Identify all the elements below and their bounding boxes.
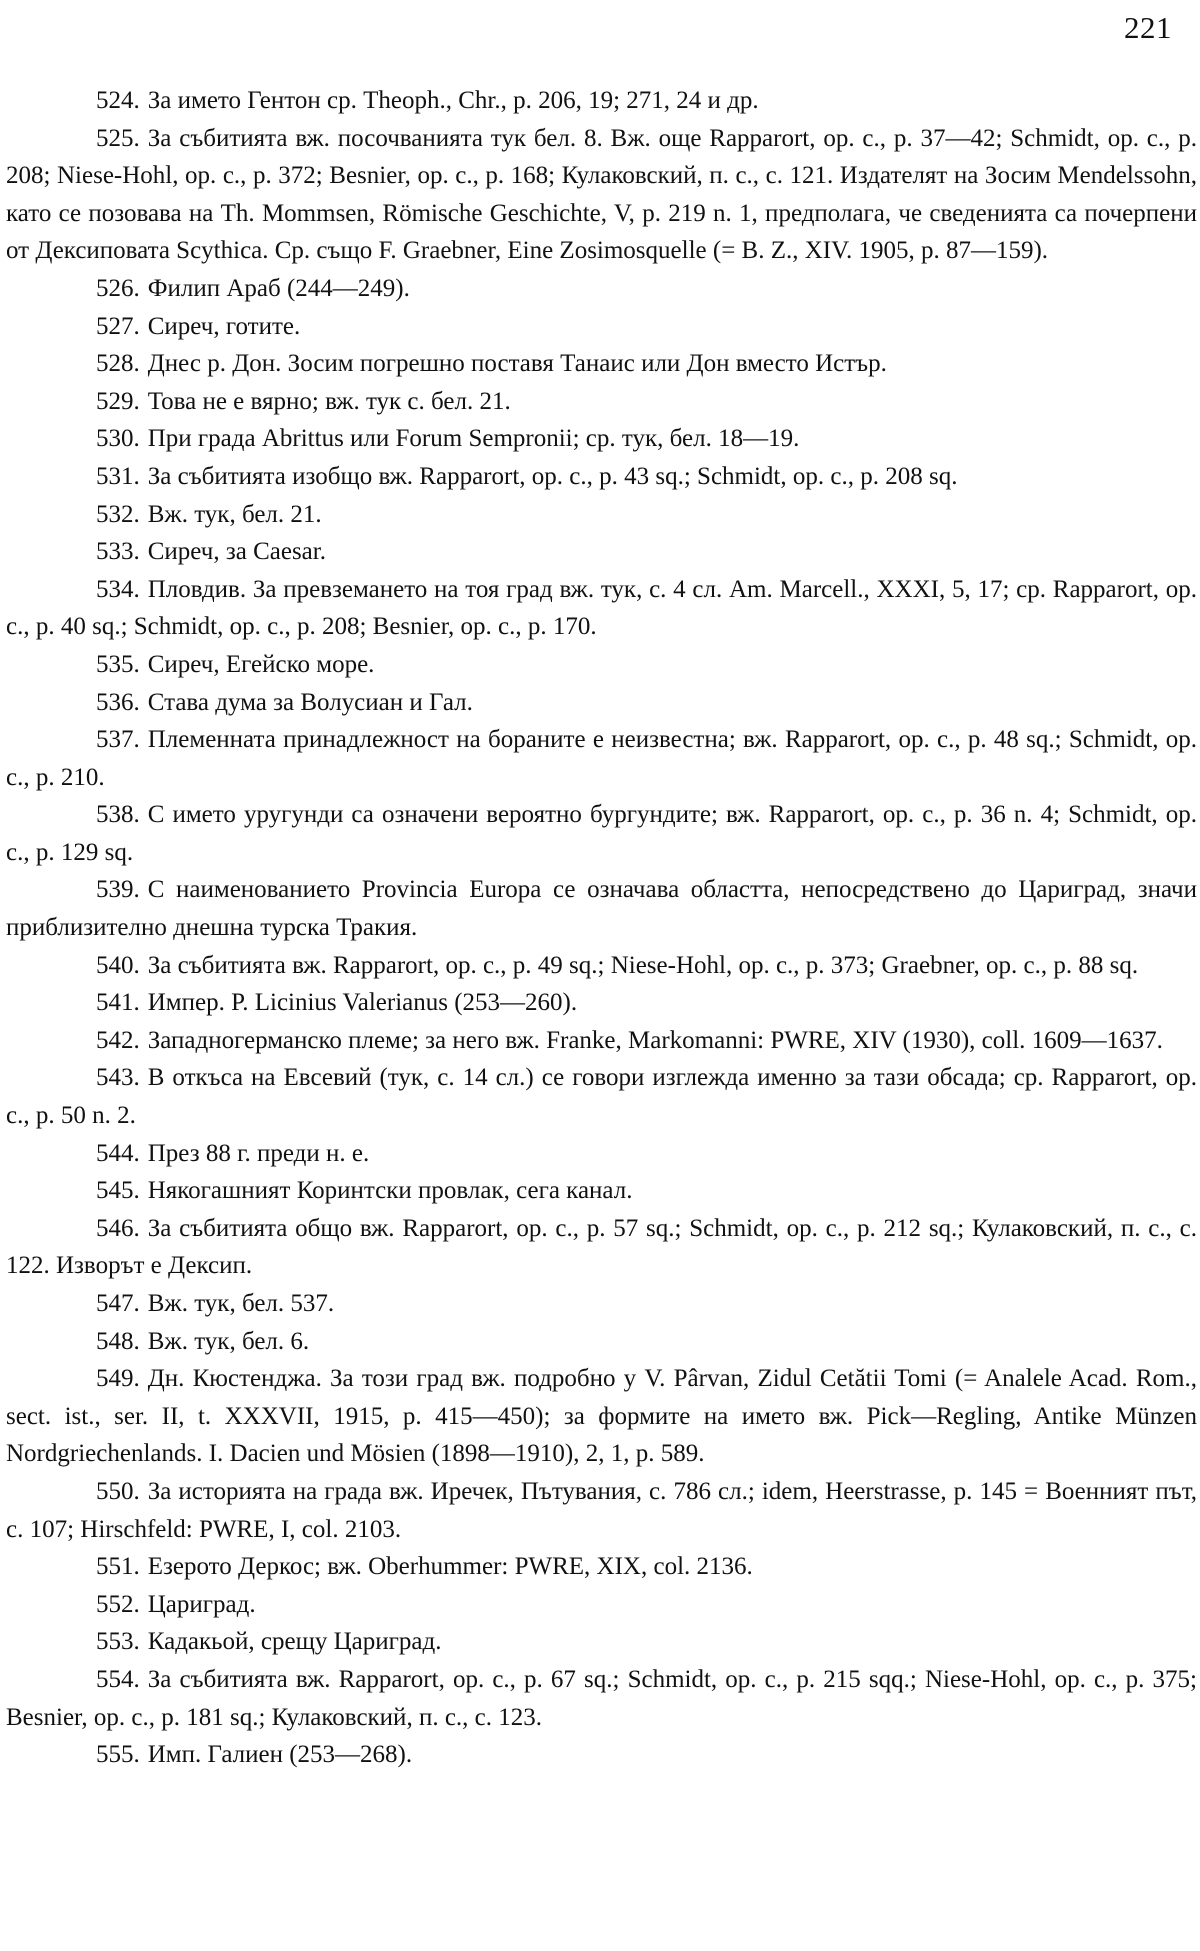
note-number: 529.	[96, 387, 140, 415]
note-526	[6, 270, 1197, 308]
note-number: 538.	[96, 801, 140, 829]
note-text: Кадакьой, срещу Цариград.	[147, 1628, 442, 1656]
note-537	[6, 721, 1197, 796]
note-text: Вж. тук, бел. 6.	[147, 1327, 310, 1355]
note-number: 550.	[96, 1477, 140, 1505]
note-546	[6, 1210, 1197, 1285]
note-text: Сиреч, готите.	[147, 312, 301, 340]
note-555	[6, 1736, 1197, 1774]
note-text: Става дума за Волусиан и Гал.	[147, 688, 473, 716]
note-text: За събитията вж. Rapparort, op. c., p. 49 sq.; Niese-Hohl, op. c., p. 373; Graebner, op. c., p. 88 sq.	[147, 951, 1139, 979]
note-542	[6, 1022, 1197, 1060]
note-text: За историята на града вж. Иречек, Пътувания, с. 786 сл.; idem, Heerstrasse, p. 145 = Военният път, с. 107; Hirschfeld: PWRE, I, col. 2103.	[6, 1477, 1197, 1543]
note-530	[6, 420, 1197, 458]
note-number: 537.	[96, 726, 140, 754]
note-number: 543.	[96, 1064, 140, 1092]
note-text: Племенната принадлежност на бораните е неизвестна; вж. Rapparort, op. c., p. 48 sq.; Schmidt, op. c., p. 210.	[6, 726, 1197, 791]
note-538	[6, 796, 1197, 871]
note-text: За събитията вж. Rapparort, op. c., p. 67 sq.; Schmidt, op. c., p. 215 sqq.; Niese-Hohl, op. c., p. 375; Besnier, op. c., p. 181 sq.; Кулаковский, п. с., с. 123.	[6, 1665, 1197, 1731]
note-number: 554.	[96, 1665, 140, 1693]
note-text: Някогашният Коринтски провлак, сега канал.	[147, 1177, 633, 1205]
note-number: 541.	[96, 989, 140, 1017]
note-number: 535.	[96, 650, 140, 678]
note-524	[6, 82, 1197, 120]
note-549	[6, 1360, 1197, 1473]
note-text: През 88 г. преди н. е.	[147, 1139, 370, 1167]
note-text: За събитията изобщо вж. Rapparort, op. c., p. 43 sq.; Schmidt, op. c., p. 208 sq.	[147, 462, 958, 490]
note-number: 534.	[96, 575, 140, 603]
note-536	[6, 684, 1197, 722]
note-number: 544.	[96, 1139, 140, 1167]
note-text: В откъса на Евсевий (тук, с. 14 сл.) се говори изглежда именно за тази обсада; ср. Rapparort, op. c., p. 50 n. 2.	[6, 1064, 1197, 1130]
note-text: Западногерманско племе; за него вж. Franke, Markomanni: PWRE, XIV (1930), coll. 1609—1637.	[147, 1026, 1163, 1054]
note-number: 526.	[96, 274, 140, 302]
note-text: Цариград.	[147, 1590, 256, 1618]
note-number: 553.	[96, 1628, 140, 1656]
note-532	[6, 496, 1197, 534]
note-number: 540.	[96, 951, 140, 979]
note-number: 542.	[96, 1026, 140, 1054]
note-text: Това не е вярно; вж. тук с. бел. 21.	[147, 387, 511, 415]
note-547	[6, 1285, 1197, 1323]
note-text: Вж. тук, бел. 537.	[147, 1290, 335, 1317]
note-number: 555.	[96, 1741, 140, 1769]
note-number: 539.	[96, 876, 140, 904]
note-544	[6, 1135, 1197, 1173]
note-number: 548.	[96, 1327, 140, 1355]
note-number: 528.	[96, 350, 140, 378]
note-number: 527.	[96, 312, 140, 340]
note-text: Днес р. Дон. Зосим погрешно поставя Танаис или Дон вместо Истър.	[147, 350, 887, 378]
note-text: При града Abrittus или Forum Sempronii; ср. тук, бел. 18—19.	[147, 425, 800, 453]
note-552	[6, 1586, 1197, 1624]
note-number: 530.	[96, 425, 140, 453]
note-534	[6, 571, 1197, 646]
note-539	[6, 871, 1197, 946]
note-number: 546.	[96, 1214, 140, 1242]
note-text: За събитията общо вж. Rapparort, op. c., p. 57 sq.; Schmidt, op. c., p. 212 sq.; Кулаковский, п. с., с. 122. Изворът е Дексип.	[6, 1214, 1197, 1280]
note-text: Сиреч, Егейско море.	[147, 650, 375, 678]
page-number: 221	[1124, 10, 1172, 45]
note-535	[6, 646, 1197, 684]
note-550	[6, 1473, 1197, 1548]
note-533	[6, 533, 1197, 571]
note-553	[6, 1623, 1197, 1661]
note-551	[6, 1548, 1197, 1586]
note-528	[6, 345, 1197, 383]
note-text: За името Гентон ср. Theoph., Chr., р. 206, 19; 271, 24 и др.	[147, 87, 759, 114]
note-number: 551.	[96, 1553, 140, 1581]
footnotes-list	[6, 82, 1197, 1774]
note-529	[6, 383, 1197, 421]
note-527	[6, 308, 1197, 346]
note-text: Импер. P. Licinius Valerianus (253—260).	[147, 989, 578, 1017]
note-number: 545.	[96, 1177, 140, 1205]
note-number: 533.	[96, 538, 140, 566]
note-text: Езерото Деркос; вж. Oberhummer: PWRE, XIX, col. 2136.	[147, 1553, 753, 1581]
note-number: 532.	[96, 500, 140, 528]
note-531	[6, 458, 1197, 496]
note-text: За събитията вж. посочванията тук бел. 8. Вж. още Rapparort, op. c., р. 37—42; Schmidt, op. c., р. 208; Niese-Hohl, op. c., p. 372; Besnier, op. c., р. 168; Кулаковский, п. с., с. 121. Издателят на Зосим Mendelssohn, като се позовава на Th. Mommsen, Römische Geschichte, V, p. 219 n. 1, предполага, че сведенията са почерпени от Дексиповата Scythica. Ср. също F. Graebner, Eine Zosimosquelle (= B. Z., XIV. 1905, p. 87—159).	[6, 124, 1197, 265]
note-number: 531.	[96, 462, 140, 490]
note-number: 525.	[96, 124, 140, 152]
note-text: Филип Араб (244—249).	[147, 274, 410, 302]
note-number: 536.	[96, 688, 140, 716]
note-text: Дн. Кюстенджа. За този град вж. подробно у V. Pârvan, Zidul Cetătii Tomi (= Analele Acad. Rom., sect. ist., ser. II, t. XXXVII, 1915, p. 415—450); за формите на името вж. Pick—Regling, Antike Münzen Nordgriechenlands. I. Dacien und Mösien (1898—1910), 2, 1, p. 589.	[6, 1365, 1197, 1468]
note-text: Имп. Галиен (253—268).	[147, 1741, 413, 1769]
note-text: Пловдив. За превземането на тоя град вж. тук, с. 4 сл. Am. Marcell., XXXI, 5, 17; cp. Rapparort, op. c., p. 40 sq.; Schmidt, op. c., p. 208; Besnier, op. c., p. 170.	[6, 575, 1197, 641]
note-548	[6, 1323, 1197, 1361]
note-545	[6, 1172, 1197, 1210]
note-541	[6, 984, 1197, 1022]
note-text: Сиреч, за Caesar.	[147, 538, 326, 566]
note-text: С наименованието Provincia Europa се означава областта, непосредствено до Цариград, значи приблизително днешна турска Тракия.	[6, 876, 1197, 942]
note-554	[6, 1661, 1197, 1736]
note-text: С името уругунди са означени вероятно бургундите; вж. Rapparort, op. c., p. 36 n. 4; Schmidt, op. c., p. 129 sq.	[6, 801, 1197, 866]
note-number: 552.	[96, 1590, 140, 1618]
note-text: Вж. тук, бел. 21.	[147, 500, 322, 528]
note-number: 524.	[96, 87, 140, 114]
note-540	[6, 947, 1197, 985]
note-number: 549.	[96, 1365, 140, 1393]
note-number: 547.	[96, 1290, 140, 1317]
note-525	[6, 120, 1197, 270]
note-543	[6, 1059, 1197, 1134]
